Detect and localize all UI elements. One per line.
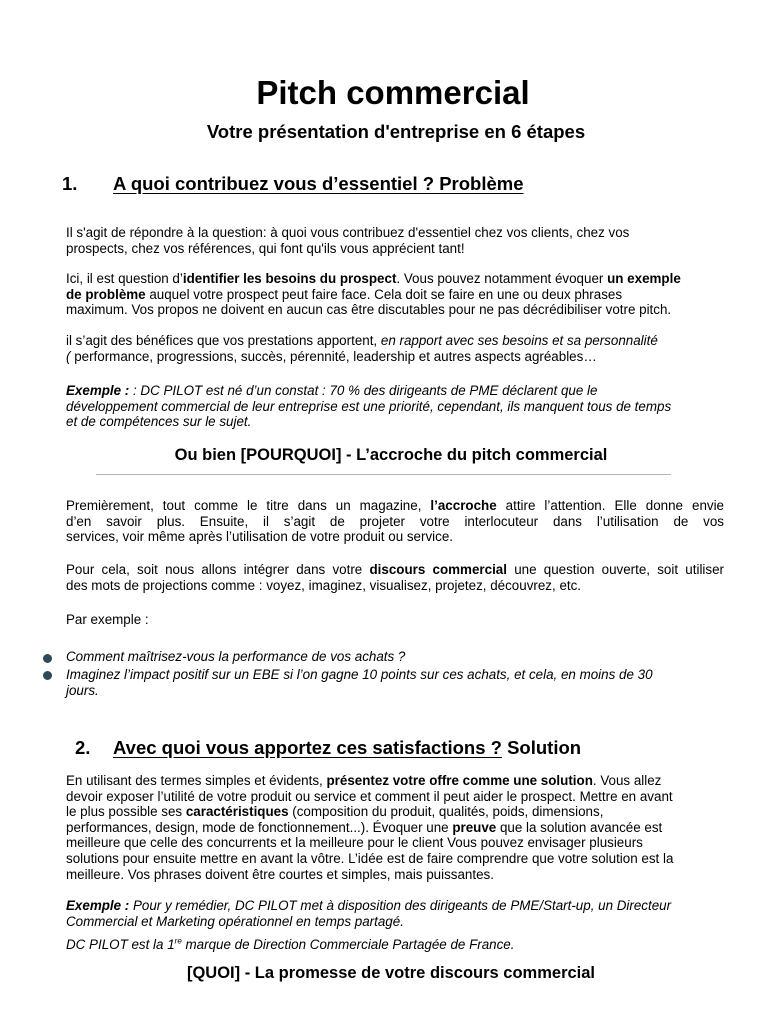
- section-1-paragraph-3: [66, 333, 724, 364]
- text-line: prospects, chez vos références, qui font qu'ils vous apprécient tant!: [66, 240, 465, 256]
- text-line: maximum. Vos propos ne doivent en aucun cas être discutables pour ne pas décrédibiliser votre pitch.: [66, 302, 672, 318]
- quoi-heading: [QUOI] - La promesse de votre discours commercial: [186, 964, 596, 982]
- section-2-title: Avec quoi vous apportez ces satisfactions ?: [113, 737, 502, 758]
- divider: [96, 474, 671, 475]
- hook-paragraph-2: [66, 562, 724, 593]
- bullet-item-1: Comment maîtrisez-vous la performance de vos achats ?: [66, 649, 406, 664]
- text-line: En utilisant des termes simples et évidents, présentez votre offre comme une solution. Vous allez: [66, 773, 662, 788]
- text-line: développement commercial de leur entreprise est une priorité, cependant, ils manquent tous de temps: [66, 398, 672, 414]
- section-2-example: [66, 898, 724, 929]
- text-line: performances, design, mode de fonctionnement...). Évoquer une preuve que la solution avancée est: [66, 819, 663, 835]
- bullet-item-2: Imaginez l’impact positif sur un EBE si l’on gagne 10 points sur ces achats, et cela, en moins de 30 jours.: [66, 667, 653, 698]
- text-line: d’en savoir plus. Ensuite, il s’agit de projeter votre interlocuteur dans l’utilisation de vos: [66, 513, 724, 529]
- text-line: des mots de projections comme : voyez, imaginez, visualisez, projetez, découvrez, etc.: [66, 577, 582, 593]
- text-line: Ici, il est question d’identifier les besoins du prospect. Vous pouvez notamment évoquer un exemple: [66, 271, 681, 286]
- section-1-heading: [62, 172, 524, 196]
- hook-heading: Ou bien [POURQUOI] - L’accroche du pitch commercial: [174, 446, 608, 464]
- text-line: services, voir même après l’utilisation de votre produit ou service.: [66, 529, 454, 545]
- text-line: Pour cela, soit nous allons intégrer dans votre discours commercial une question ouverte, soit utiliser: [66, 562, 724, 577]
- section-2-paragraph-1: [66, 773, 724, 882]
- text-line: le plus possible ses caractéristiques (composition du produit, qualités, poids, dimensions,: [66, 804, 604, 820]
- text-line: Premièrement, tout comme le titre dans un magazine, l’accroche attire l’attention. Elle donne envie: [66, 498, 725, 513]
- section-1-paragraph-1: [66, 225, 724, 256]
- text-line: de problème auquel votre prospect peut faire face. Cela doit se faire en une ou deux phrases: [66, 286, 623, 302]
- text-line: meilleure. Vos phrases doivent être courtes et simples, mais puissantes.: [66, 866, 494, 882]
- hook-paragraph-1: [66, 498, 724, 545]
- example-intro: Par exemple :: [66, 612, 149, 627]
- text-line: Exemple : : DC PILOT est né d’un constat : 70 % des dirigeants de PME déclarent que le: [66, 383, 598, 398]
- bullet-icon: [43, 671, 52, 680]
- text-line: Il s'agit de répondre à la question: à quoi vous contribuez d'essentiel chez vos clients, chez vos: [66, 225, 630, 240]
- section-2-title-suffix: Solution: [501, 737, 582, 758]
- section-2-number: 2.: [75, 737, 91, 758]
- text-line: Exemple : Pour y remédier, DC PILOT met à disposition des dirigeants de PME/Start-up, un Directeur: [66, 898, 672, 913]
- page-title: Pitch commercial: [256, 74, 530, 111]
- text-line: Commercial et Marketing opérationnel en temps partagé.: [66, 913, 404, 929]
- section-1-example: [66, 383, 724, 430]
- section-1-title: A quoi contribuez vous d’essentiel ? Problème: [113, 173, 524, 194]
- section-1-paragraph-2: [66, 271, 724, 318]
- text-line: et de compétences sur le sujet.: [66, 414, 252, 430]
- section-2-heading: [75, 736, 581, 760]
- page-subtitle: Votre présentation d'entreprise en 6 étapes: [206, 121, 586, 142]
- brand-statement: DC PILOT est la 1re marque de Direction Commerciale Partagée de France.: [66, 936, 515, 952]
- text-line: ( performance, progressions, succès, pérennité, leadership et autres aspects agréables…: [66, 348, 597, 364]
- text-line: devoir exposer l’utilité de votre produit ou service et comment il peut aider le prospect. Mettre en avant: [66, 788, 673, 804]
- text-line: il s’agit des bénéfices que vos prestations apportent, en rapport avec ses besoins et sa personnalité: [66, 333, 658, 348]
- bullet-icon: [43, 654, 52, 663]
- section-1-number: 1.: [62, 173, 78, 194]
- text-line: meilleure que celle des concurrents et la meilleure pour le client Vous pouvez envisager plusieurs: [66, 835, 643, 851]
- text-line: solutions pour ensuite mettre en avant la vôtre. L’idée est de faire comprendre que votre solution est la: [66, 850, 674, 866]
